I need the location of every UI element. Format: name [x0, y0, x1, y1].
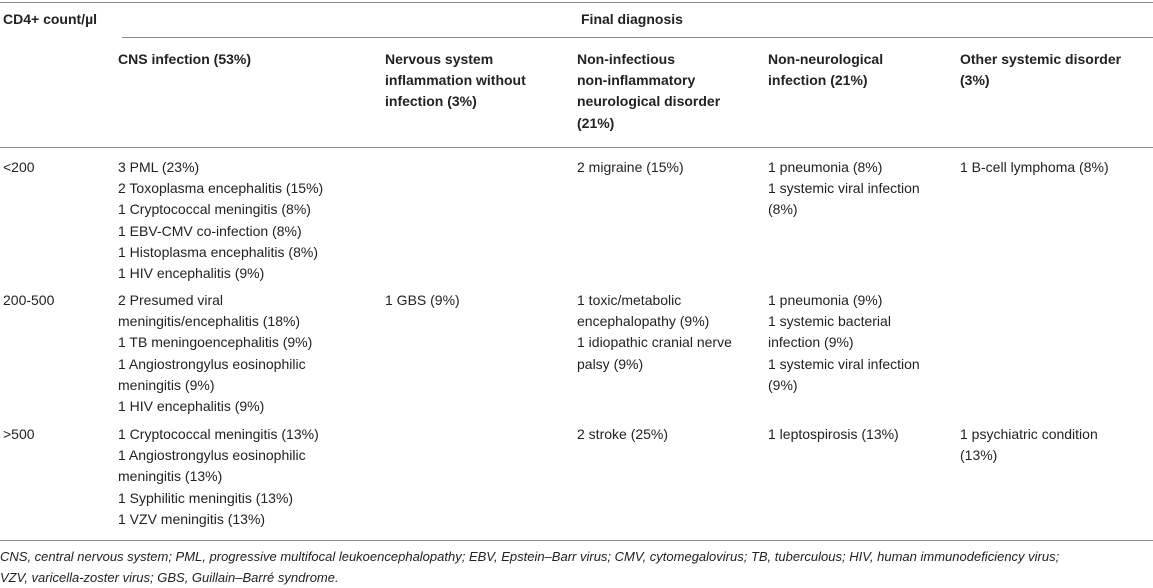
- cell-line: neurological disorder: [577, 93, 721, 110]
- cell-line: 1 toxic/metabolic: [577, 292, 682, 308]
- cell-line: palsy (9%): [577, 355, 644, 372]
- cell-line: Non-infectious: [577, 51, 675, 67]
- cell-line: CNS, central nervous system; PML, progressive multifocal leukoencephalopathy; EBV, Epstein–Barr virus; CMV, cytomegalovirus; TB, tuberculous; HIV, human immunodeficiency virus;: [0, 549, 1060, 564]
- table-cell-non-infectious-disorder: [577, 290, 732, 375]
- cell-line: 1 psychiatric condition: [960, 426, 1098, 442]
- cell-line: (3%): [960, 72, 990, 89]
- cell-line: 1 Angiostrongylus eosinophilic: [118, 355, 306, 372]
- table-cell-other-systemic-disorder: [960, 424, 1098, 466]
- cell-line: 1 EBV-CMV co-infection (8%): [118, 222, 302, 239]
- table-cell-non-infectious-disorder: [577, 424, 668, 445]
- cell-line: Non-neurological: [768, 51, 884, 67]
- cell-line: 1 HIV encephalitis (9%): [118, 398, 265, 415]
- header-sub-rule: [122, 37, 1153, 38]
- table-footnote: [0, 546, 1153, 588]
- cell-line: 1 B-cell lymphoma (8%): [960, 159, 1109, 175]
- cell-line: inflammation without: [385, 72, 526, 89]
- cell-line: infection (9%): [768, 334, 854, 351]
- cell-line: Nervous system: [385, 51, 494, 67]
- cell-line: 2 stroke (25%): [577, 426, 669, 442]
- header-bottom-rule: [0, 147, 1153, 148]
- table-bottom-rule: [0, 540, 1153, 541]
- cell-line: VZV, varicella-zoster virus; GBS, Guillain–Barré syndrome.: [0, 570, 339, 585]
- cell-line: 1 Cryptococcal meningitis (8%): [118, 201, 311, 218]
- cell-line: 2 Toxoplasma encephalitis (15%): [118, 180, 324, 197]
- final-diagnosis-header: Final diagnosis: [581, 11, 683, 27]
- cd4-row-label: <200: [3, 159, 35, 175]
- cell-line: 1 Angiostrongylus eosinophilic: [118, 447, 306, 464]
- cell-line: meningitis (9%): [118, 376, 215, 393]
- cd4-row-label: >500: [3, 426, 35, 442]
- column-header-non-neurological-infection: [768, 49, 883, 91]
- cell-line: Other systemic disorder: [960, 51, 1122, 67]
- table-cell-other-systemic-disorder: [960, 157, 1109, 178]
- cell-line: 1 systemic bacterial: [768, 313, 891, 330]
- cell-line: 1 leptospirosis (13%): [768, 426, 899, 442]
- cell-line: 2 Presumed viral: [118, 292, 224, 308]
- cell-line: 1 VZV meningitis (13%): [118, 510, 266, 527]
- table-cell-nervous-system-inflammation: [385, 290, 460, 311]
- table-cell-non-neurological-infection: [768, 157, 920, 221]
- cell-line: CNS infection (53%): [118, 51, 252, 67]
- cell-line: meningitis (13%): [118, 468, 223, 485]
- cell-line: 1 Histoplasma encephalitis (8%): [118, 243, 318, 260]
- cell-line: 1 GBS (9%): [385, 292, 460, 308]
- cell-line: infection (21%): [768, 72, 868, 89]
- cd4-row-label: 200-500: [3, 292, 55, 308]
- cell-line: (8%): [768, 201, 798, 218]
- table-cell-non-neurological-infection: [768, 290, 920, 396]
- cd4-header: CD4+ count/µl: [3, 11, 98, 27]
- table-cell-cns-infection: [118, 157, 323, 284]
- table-cell-non-infectious-disorder: [577, 157, 684, 178]
- cell-line: 1 pneumonia (9%): [768, 292, 883, 308]
- cell-line: (9%): [768, 376, 798, 393]
- cell-line: 1 TB meningoencephalitis (9%): [118, 334, 313, 351]
- cell-line: 1 Cryptococcal meningitis (13%): [118, 426, 319, 442]
- column-header-other-systemic-disorder: [960, 49, 1121, 91]
- cell-line: (13%): [960, 447, 998, 464]
- cell-line: 1 HIV encephalitis (9%): [118, 265, 265, 282]
- table-cell-cns-infection: [118, 424, 319, 530]
- cell-line: 1 systemic viral infection: [768, 355, 920, 372]
- cell-line: infection (3%): [385, 93, 477, 110]
- column-header-non-infectious-disorder: [577, 49, 720, 134]
- cell-line: meningitis/encephalitis (18%): [118, 313, 301, 330]
- cell-line: 3 PML (23%): [118, 159, 200, 175]
- cell-line: 1 pneumonia (8%): [768, 159, 883, 175]
- cell-line: 1 systemic viral infection: [768, 180, 920, 197]
- table-cell-cns-infection: [118, 290, 312, 417]
- cell-line: (21%): [577, 114, 615, 131]
- cell-line: 1 Syphilitic meningitis (13%): [118, 489, 294, 506]
- table-cell-non-neurological-infection: [768, 424, 899, 445]
- column-header-nervous-system-inflammation: [385, 49, 526, 113]
- cell-line: encephalopathy (9%): [577, 313, 710, 330]
- cell-line: non-inflammatory: [577, 72, 696, 89]
- column-header-cns-infection: [118, 49, 251, 70]
- cell-line: 1 idiopathic cranial nerve: [577, 334, 732, 351]
- cell-line: 2 migraine (15%): [577, 159, 684, 175]
- table-top-rule: [0, 2, 1153, 3]
